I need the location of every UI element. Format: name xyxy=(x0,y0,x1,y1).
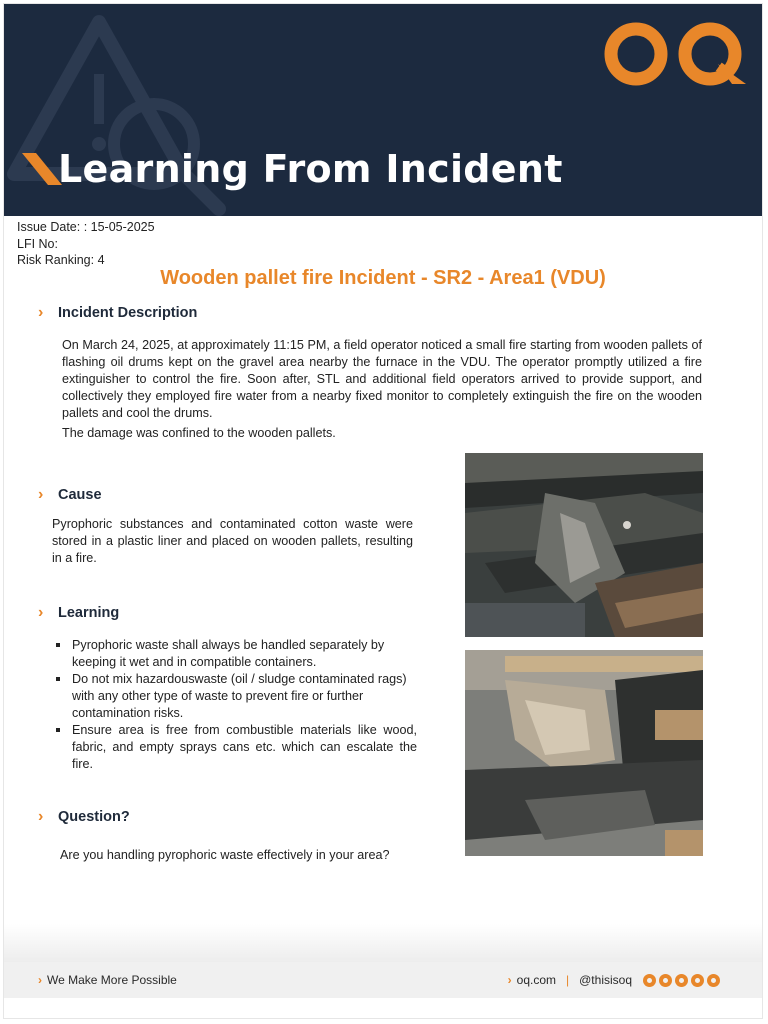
section-heading-learning xyxy=(38,604,119,622)
description-body-2: The damage was confined to the wooden pallets. xyxy=(62,426,336,440)
linkedin-icon[interactable] xyxy=(691,974,704,987)
question-body: Are you handling pyrophoric waste effectively in your area? xyxy=(60,848,390,862)
title-row xyxy=(22,144,563,194)
section-heading-question xyxy=(38,808,130,826)
list-item: Pyrophoric waste shall always be handled separately by keeping it wet and in compatible containers. xyxy=(52,637,417,671)
header-banner xyxy=(4,4,762,216)
chevron-right-icon: › xyxy=(38,486,44,503)
section-heading-label: Question? xyxy=(58,809,130,825)
section-heading-cause xyxy=(38,486,102,504)
chevron-right-icon: › xyxy=(38,604,44,621)
lfi-document xyxy=(4,4,762,1018)
bullet-icon xyxy=(56,643,60,647)
header-title: Learning From Incident xyxy=(58,147,563,191)
chevron-right-icon: › xyxy=(38,304,44,321)
chevron-right-icon: › xyxy=(38,973,42,987)
learning-list xyxy=(52,637,417,773)
footer-tagline: We Make More Possible xyxy=(47,973,177,987)
section-heading-label: Incident Description xyxy=(58,305,198,321)
incident-photo-2 xyxy=(465,650,703,856)
risk-ranking: Risk Ranking: 4 xyxy=(17,253,105,267)
section-heading-label: Cause xyxy=(58,487,102,503)
oq-logo xyxy=(600,18,752,88)
youtube-icon[interactable] xyxy=(675,974,688,987)
incident-photo-1 xyxy=(465,453,703,637)
cause-body: Pyrophoric substances and contaminated cotton waste were stored in a plastic liner and placed on wooden pallets, resulting in a fire. xyxy=(52,517,413,565)
lfi-number: LFI No: xyxy=(17,236,58,251)
section-heading-label: Learning xyxy=(58,605,120,621)
section-heading-description xyxy=(38,304,197,322)
divider: | xyxy=(566,973,570,987)
list-item: Ensure area is free from combustible materials like wood, fabric, and empty sprays cans etc. which can escalate the fire. xyxy=(52,722,417,773)
chevron-right-icon: › xyxy=(38,808,44,825)
footer-links xyxy=(508,973,720,987)
instagram-icon[interactable] xyxy=(643,974,656,987)
chevron-right-icon: › xyxy=(507,973,512,987)
footer xyxy=(4,962,762,998)
list-item: Do not mix hazardouswaste (oil / sludge contaminated rags) with any other type of waste to prevent fire or further contamination risks. xyxy=(52,671,417,722)
footer-handle[interactable]: @thisisoq xyxy=(579,973,632,987)
description-body: On March 24, 2025, at approximately 11:15 PM, a field operator noticed a small fire starting from wooden pallets of flashing oil drums kept on the gravel area nearby the furnace in the VDU. The operator promptly utilized a fire extinguisher to control the fire. Soon after, STL and additional field operators arrived to provide support, and collectively they employed fire water from a nearby fixed monitor to completely extinguish the fire on the wooden pallets and cool the drums. xyxy=(62,338,702,420)
bullet-icon xyxy=(56,677,60,681)
twitter-icon[interactable] xyxy=(659,974,672,987)
social-icons xyxy=(640,974,720,987)
footer-tagline-wrap xyxy=(38,973,177,987)
facebook-icon[interactable] xyxy=(707,974,720,987)
meta-block xyxy=(17,219,155,269)
bullet-icon xyxy=(56,728,60,732)
footer-website-link[interactable]: oq.com xyxy=(516,973,556,987)
document-title: Wooden pallet fire Incident - SR2 - Area1 (VDU) xyxy=(160,267,606,289)
issue-date: Issue Date: : 15-05-2025 xyxy=(17,220,155,234)
footer-fade xyxy=(4,924,762,964)
